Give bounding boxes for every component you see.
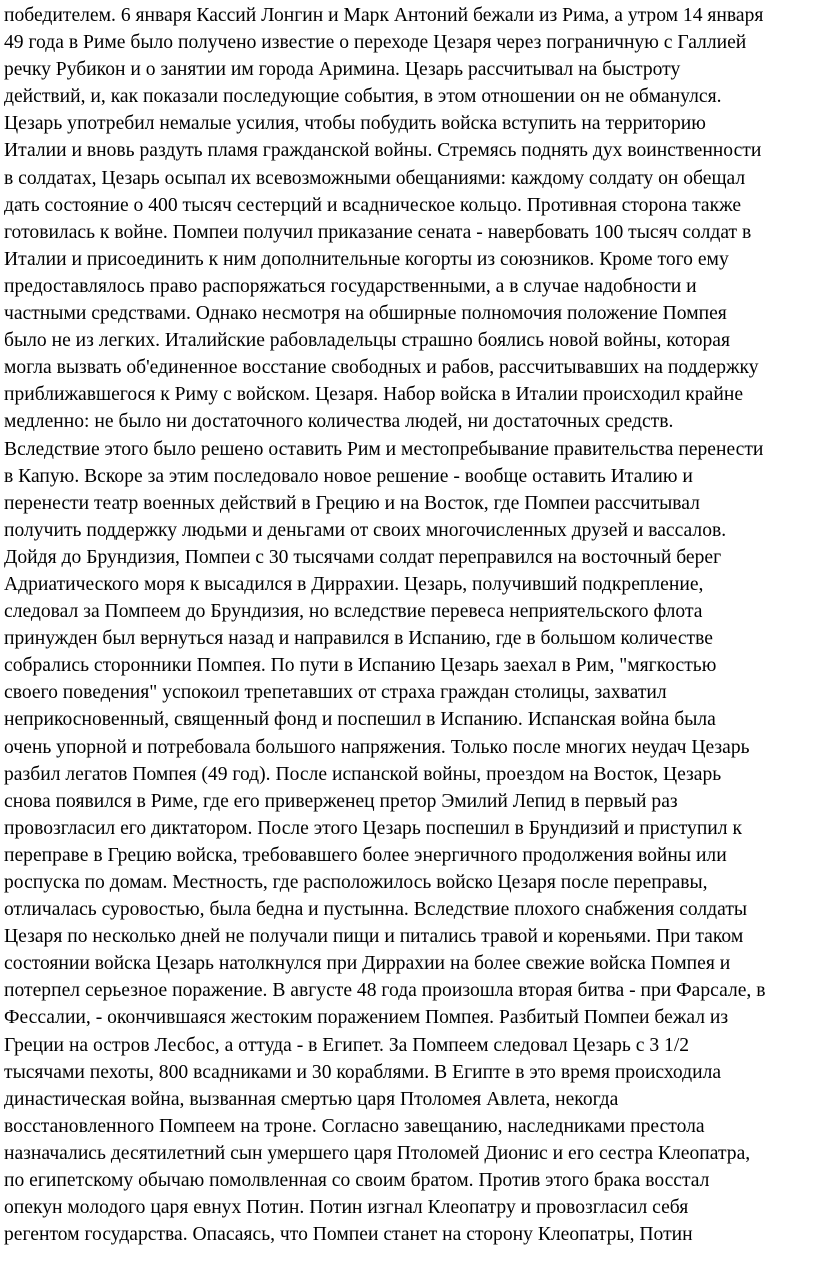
text-line: перенести театр военных действий в Грецию и на Восток, где Помпеи рассчитывал — [4, 492, 700, 514]
text-line: собрались сторонники Помпея. По пути в Испанию Цезарь заехал в Рим, "мягкостью — [4, 655, 717, 677]
text-line: Греции на остров Лесбос, а оттуда - в Египет. За Помпеем следовал Цезарь с 3 1/2 — [4, 1034, 690, 1056]
text-line: провозгласил его диктатором. После этого Цезарь поспешил в Брундизий и приступил к — [4, 817, 742, 839]
text-line: речку Рубикон и о занятии им города Аримина. Цезарь рассчитывал на быстроту — [4, 59, 681, 81]
text-line: в Капую. Вскоре за этим последовало новое решение - вообще оставить Италию и — [4, 465, 693, 487]
document-page — [4, 2, 814, 1248]
text-line: 49 года в Риме было получено известие о переходе Цезаря через пограничную с Галлией — [4, 32, 747, 54]
text-line: регентом государства. Опасаясь, что Помпеи станет на сторону Клеопатры, Потин — [4, 1224, 693, 1246]
text-line: династическая война, вызванная смертью царя Птоломея Авлета, некогда — [4, 1088, 619, 1110]
text-line: снова появился в Риме, где его приверженец претор Эмилий Лепид в первый раз — [4, 790, 678, 812]
text-line: неприкосновенный, священный фонд и поспешил в Испанию. Испанская война была — [4, 709, 716, 731]
text-line: Цезаря по несколько дней не получали пищи и питались травой и кореньями. При таком — [4, 926, 744, 948]
text-line: могла вызвать об'единенное восстание свободных и рабов, рассчитывавших на поддержку — [4, 357, 759, 379]
text-line: Адриатического моря к высадился в Диррахии. Цезарь, получивший подкрепление, — [4, 573, 704, 595]
text-line: медленно: не было ни достаточного количества людей, ни достаточных средств. — [4, 411, 674, 433]
text-line: Цезарь употребил немалые усилия, чтобы побудить войска вступить на территорию — [4, 113, 706, 135]
text-line: победителем. 6 января Кассий Лонгин и Марк Антоний бежали из Рима, а утром 14 января — [4, 5, 764, 26]
text-line: состоянии войска Цезарь натолкнулся при Диррахии на более свежие войска Помпея и — [4, 953, 731, 975]
text-line: Италии и присоединить к ним дополнительные когорты из союзников. Кроме того ему — [4, 248, 729, 270]
text-line: роспуска по домам. Местность, где расположилось войско Цезаря после переправы, — [4, 872, 708, 893]
text-line: Вследствие этого было решено оставить Рим и местопребывание правительства перенести — [4, 438, 764, 460]
text-line: получить поддержку людьми и деньгами от своих многочисленных друзей и вассалов. — [4, 519, 727, 541]
text-line: Италии и вновь раздуть пламя гражданской войны. Стремясь поднять дух воинственности — [4, 140, 762, 162]
text-line: своего поведения" успокоил трепетавших от страха граждан столицы, захватил — [4, 682, 667, 704]
text-line: потерпел серьезное поражение. В августе 48 года произошла вторая битва - при Фарсале, в — [4, 980, 766, 1002]
text-line: Фессалии, - окончившаяся жестоким поражением Помпея. Разбитый Помпеи бежал из — [4, 1007, 729, 1029]
text-line: следовал за Помпеем до Брундизия, но вследствие перевеса неприятельского флота — [4, 601, 703, 623]
text-line: тысячами пехоты, 800 всадниками и 30 кораблями. В Египте в это время происходила — [4, 1061, 722, 1083]
text-line: Дойдя до Брундизия, Помпеи с 30 тысячами солдат переправился на восточный берег — [4, 546, 722, 568]
text-line: в солдатах, Цезарь осыпал их всевозможными обещаниями: каждому солдату он обещал — [4, 167, 746, 189]
text-line: предоставлялось право распоряжаться государственными, а в случае надобности и — [4, 275, 697, 297]
text-line: действий, и, как показали последующие события, в этом отношении он не обманулся. — [4, 86, 722, 108]
text-line: частными средствами. Однако несмотря на обширные полномочия положение Помпея — [4, 303, 727, 325]
text-line: очень упорной и потребовала большого напряжения. Только после многих неудач Цезарь — [4, 736, 750, 758]
text-line: переправе в Грецию войска, требовавшего более энергичного продолжения войны или — [4, 844, 727, 866]
text-line: восстановленного Помпеем на троне. Согласно завещанию, наследниками престола — [4, 1115, 705, 1137]
text-line: было не из легких. Италийские рабовладельцы страшно боялись новой войны, которая — [4, 330, 731, 352]
text-line: разбил легатов Помпея (49 год). После испанской войны, проездом на Восток, Цезарь — [4, 763, 722, 785]
text-line: отличалась суровостью, была бедна и пустынна. Вследствие плохого снабжения солдаты — [4, 899, 748, 921]
text-line: дать состояние о 400 тысяч сестерций и всадническое кольцо. Противная сторона также — [4, 194, 742, 216]
text-line: готовилась к войне. Помпеи получил приказание сената - навербовать 100 тысяч солдат в — [4, 221, 752, 243]
text-line: принужден был вернуться назад и направился в Испанию, где в большом количестве — [4, 628, 713, 650]
text-line: назначались десятилетний сын умершего царя Птоломей Дионис и его сестра Клеопатра, — [4, 1142, 751, 1164]
text-line: по египетскому обычаю помолвленная со своим братом. Против этого брака восстал — [4, 1170, 710, 1192]
text-line: опекун молодого царя евнух Потин. Потин изгнал Клеопатру и провозгласил себя — [4, 1197, 689, 1219]
text-line: приближавшегося к Риму с войском. Цезаря. Набор войска в Италии происходил крайне — [4, 384, 744, 406]
